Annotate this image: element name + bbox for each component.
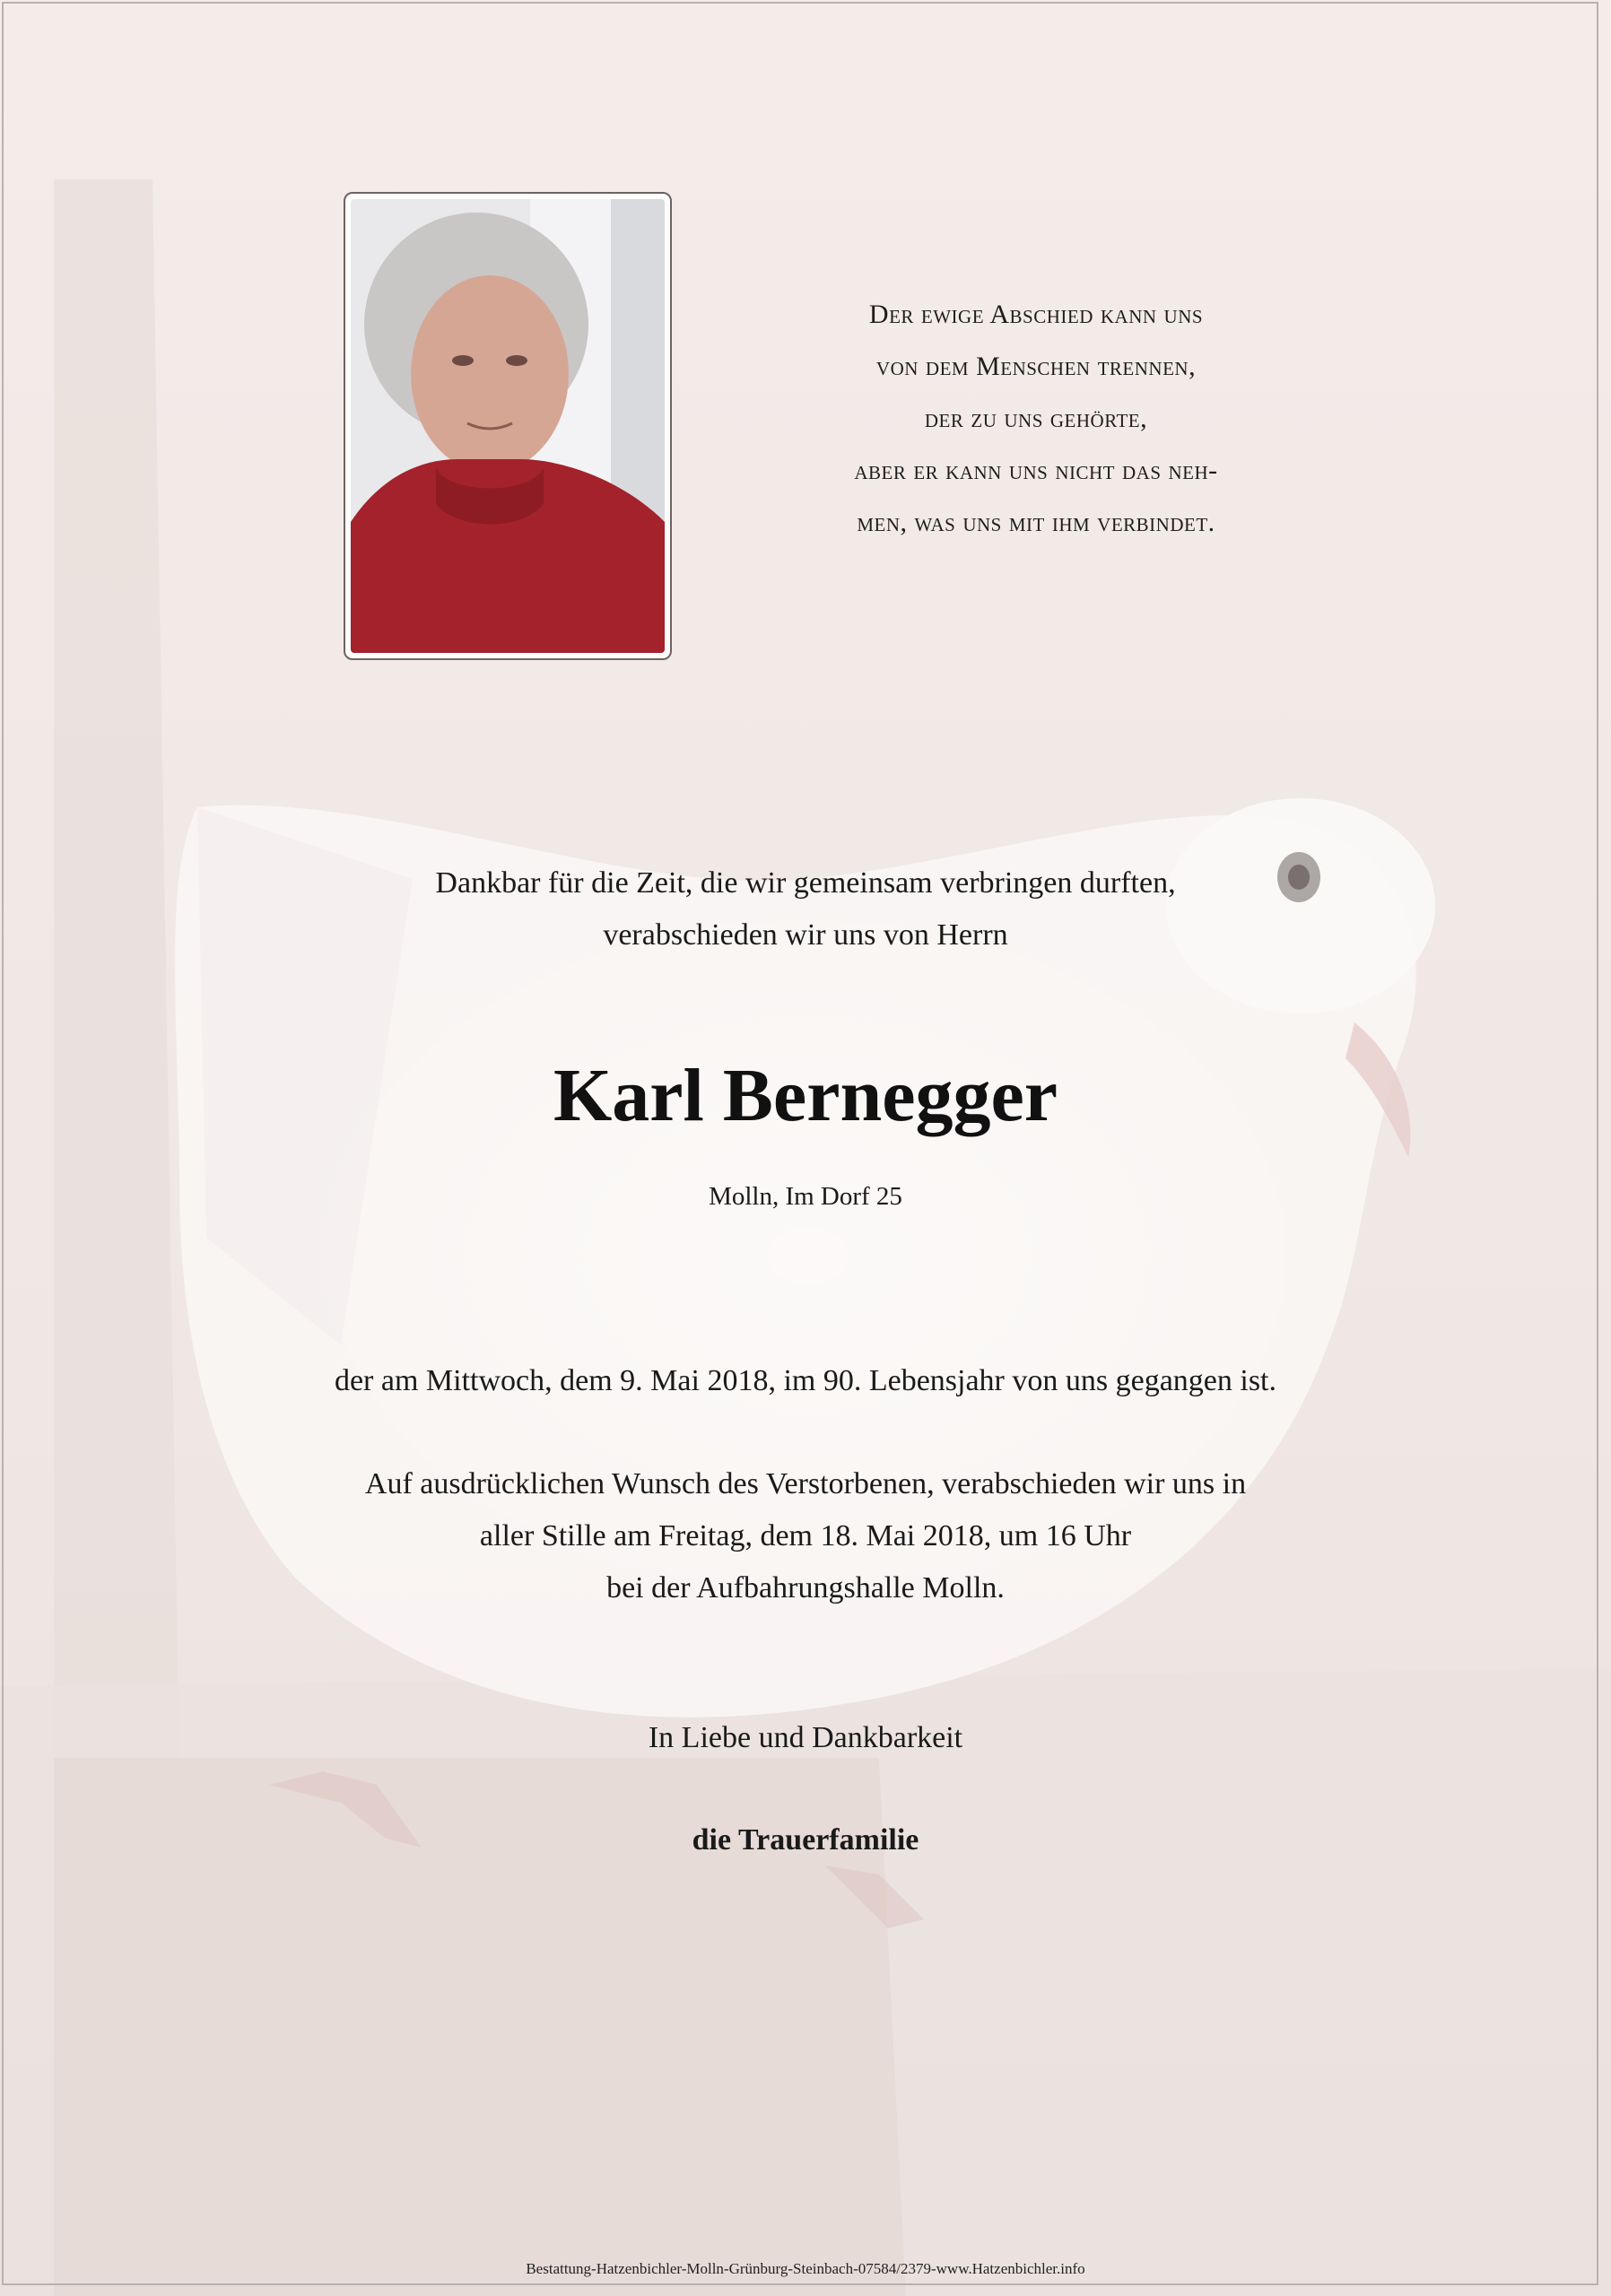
ceremony-text (215, 1458, 1396, 1614)
quote-line: der zu uns gehörte, (924, 404, 1148, 433)
ceremony-line: aller Stille am Freitag, dem 18. Mai 2018, um 16 Uhr (479, 1519, 1132, 1552)
deceased-address: Molln, Im Dorf 25 (709, 1182, 902, 1211)
deceased-name: Karl Bernegger (553, 1054, 1058, 1137)
quote-line: Der ewige Abschied kann uns (868, 300, 1204, 329)
quote-line: von dem Menschen trennen, (875, 352, 1197, 381)
quote-line: aber er kann uns nicht das neh- (854, 456, 1218, 485)
quote-line: men, was uns mit ihm verbindet. (857, 508, 1215, 537)
portrait-photo (344, 192, 672, 660)
footer-info: Bestattung-Hatzenbichler-Molln-Grünburg-Steinbach-07584/2379-www.Hatzenbichler.info (526, 2260, 1085, 2277)
ceremony-line: bei der Aufbahrungshalle Molln. (606, 1571, 1005, 1605)
intro-text (269, 857, 1342, 961)
signature: die Trauerfamilie (692, 1823, 919, 1857)
intro-line: verabschieden wir uns von Herrn (603, 918, 1008, 952)
intro-line: Dankbar für die Zeit, die wir gemeinsam verbringen durften, (435, 866, 1176, 900)
portrait-image (351, 199, 665, 653)
closing-text: In Liebe und Dankbarkeit (648, 1721, 963, 1754)
ceremony-line: Auf ausdrücklichen Wunsch des Verstorbenen, verabschieden wir uns in (364, 1467, 1247, 1500)
memorial-quote (780, 289, 1292, 549)
death-notice: der am Mittwoch, dem 9. Mai 2018, im 90. Lebensjahr von uns gegangen ist. (334, 1364, 1277, 1397)
